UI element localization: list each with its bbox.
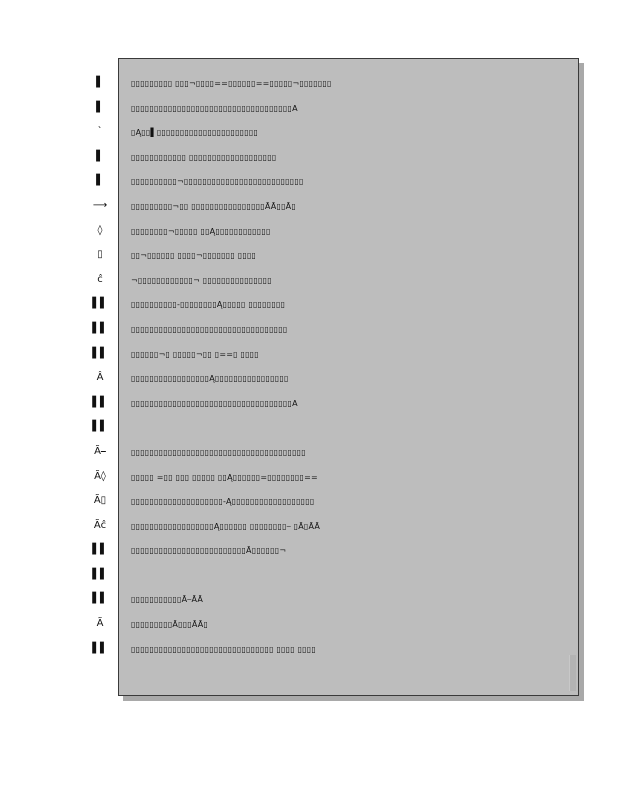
text-line: ▯▯▯▯▯▯▯▯▯▯▯▯▯▯▯▯▯▯▯▯-Ą▯▯▯▯▯▯▯▯▯▯▯▯▯▯▯▯▯▯ (131, 497, 315, 507)
gutter-mark: ▌▌ (92, 322, 108, 334)
gutter-mark: ▌▌ (92, 347, 108, 359)
gutter-mark: ⟶ (92, 199, 108, 211)
text-line: ▯▯▯▯▯▯▯▯▯▯▯▯▯▯▯▯▯▯▯▯▯▯▯▯▯▯▯▯▯▯▯▯▯▯▯▯▯▯ (131, 447, 306, 457)
gutter-mark: Ã▯ (93, 495, 107, 507)
text-line: ¬▯▯▯▯▯▯▯▯▯▯▯▯¬ ▯▯▯▯▯▯▯▯▯▯▯▯▯▯▯ (131, 275, 272, 285)
text-line: ▯▯▯▯▯▯▯▯▯▯▯▯▯▯▯▯▯▯▯▯▯▯▯▯▯▯▯▯▯▯▯▯▯▯▯A (131, 103, 298, 113)
text-line: ▯▯▯▯▯ =▯▯ ▯▯▯ ▯▯▯▯▯ ▯▯Ą▯▯▯▯▯▯=▯▯▯▯▯▯▯▯== (131, 472, 318, 482)
gutter-mark: ▌▌ (92, 544, 108, 556)
gutter-mark: ▌ (96, 77, 104, 88)
text-line: ▯▯▯▯▯▯▯▯▯▯-▯▯▯▯▯▯▯▯Ą▯▯▯▯▯ ▯▯▯▯▯▯▯▯ (131, 300, 286, 310)
text-line: ▯▯▯▯▯▯▯▯▯▯▯▯▯▯▯▯▯▯▯▯▯▯▯▯▯Ā▯▯▯▯▯▯¬ (131, 546, 287, 556)
gutter-mark: ◊ (97, 224, 103, 236)
gutter-mark: ▌ (96, 101, 104, 113)
text-panel (118, 58, 579, 696)
text-line: ▯▯▯▯▯▯▯▯▯▯▯Ā⎯ĀĀ (131, 595, 204, 605)
text-line: ▯▯▯▯▯▯▯▯▯▯¬▯▯▯▯▯▯▯▯▯▯▯▯▯▯▯▯▯▯▯▯▯▯▯▯▯▯ (131, 177, 304, 187)
gutter-mark: ▌▌ (92, 298, 108, 310)
gutter-mark: Ã (96, 618, 104, 630)
text-line: ▯▯▯▯▯▯▯▯▯▯▯▯▯▯▯▯▯▯▯▯▯▯▯▯▯▯▯▯▯▯▯▯▯▯▯A (131, 398, 298, 408)
text-line: ▯▯▯▯▯▯▯▯▯▯▯▯▯▯▯▯▯▯▯▯▯▯▯▯▯▯▯▯▯▯▯ ▯▯▯▯ ▯▯▯▯ (131, 644, 316, 654)
text-line: ▯▯▯▯▯▯▯▯▯▯▯▯▯▯▯▯▯▯▯▯▯▯▯▯▯▯▯▯▯▯▯▯▯▯ (131, 324, 288, 334)
gutter-mark: Â (96, 372, 104, 384)
gutter-mark: ĉ (97, 273, 103, 285)
line-marker-gutter (88, 74, 112, 664)
text-line: ▯▯▯▯▯▯▯▯¬▯▯▯▯▯ ▯▯Ą▯▯▯▯▯▯▯▯▯▯▯▯ (131, 226, 271, 236)
gutter-mark: ▌▌ (92, 421, 108, 433)
gutter-mark: Ã⎯ (94, 445, 106, 457)
scrollbar-thumb[interactable] (569, 655, 576, 691)
text-line: ▯▯▯▯▯▯▯▯▯Ā▯▯▯ĀĀ▯ (131, 620, 209, 630)
gutter-mark: ` (97, 126, 103, 138)
text-lines (131, 75, 567, 665)
text-line: ▯▯▯▯▯▯▯▯▯▯▯▯ ▯▯▯▯▯▯▯▯▯▯▯▯▯▯▯▯▯▯▯ (131, 152, 277, 162)
gutter-mark: ▌ (96, 175, 104, 187)
text-line: ▯▯▯▯▯▯▯▯▯▯▯▯▯▯▯▯▯▯Ą▯▯▯▯▯▯ ▯▯▯▯▯▯▯▯⎯ ▯Ā▯ĀĀ (131, 521, 321, 531)
gutter-mark: Ã◊ (94, 470, 106, 482)
text-line: ▯▯▯▯▯▯▯▯▯¬▯▯ ▯▯▯▯▯▯▯▯▯▯▯▯▯▯▯▯ĀĀ▯▯Ā▯ (131, 201, 296, 211)
text-line: ▯▯▯▯▯▯▯▯▯▯▯▯▯▯▯▯▯Ą▯▯▯▯▯▯▯▯▯▯▯▯▯▯▯▯ (131, 374, 289, 384)
gutter-mark: ▌ (96, 150, 104, 162)
gutter-mark: ▌▌ (92, 568, 108, 580)
text-line (131, 419, 567, 444)
text-line: ▯▯¬▯▯▯▯▯▯ ▯▯▯▯¬▯▯▯▯▯▯▯ ▯▯▯▯ (131, 251, 257, 261)
gutter-mark: ▌▌ (92, 642, 108, 654)
text-line: ▯Ą▯▯▌▯▯▯▯▯▯▯▯▯▯▯▯▯▯▯▯▯▯▯▯▯▯ (131, 128, 259, 138)
gutter-mark: ▌▌ (92, 396, 108, 408)
text-line: ▯▯▯▯▯▯¬▯ ▯▯▯▯▯¬▯▯ ▯==▯ ▯▯▯▯ (131, 349, 259, 359)
gutter-mark: ▯ (97, 249, 103, 261)
text-line: ▯▯▯▯▯▯▯▯▯ ▯▯▯¬▯▯▯▯==▯▯▯▯▯▯==▯▯▯▯▯¬▯▯▯▯▯▯▯ (131, 79, 332, 88)
gutter-mark: ▌▌ (92, 593, 108, 605)
text-line (131, 567, 567, 592)
gutter-mark: Ãĉ (93, 519, 107, 531)
